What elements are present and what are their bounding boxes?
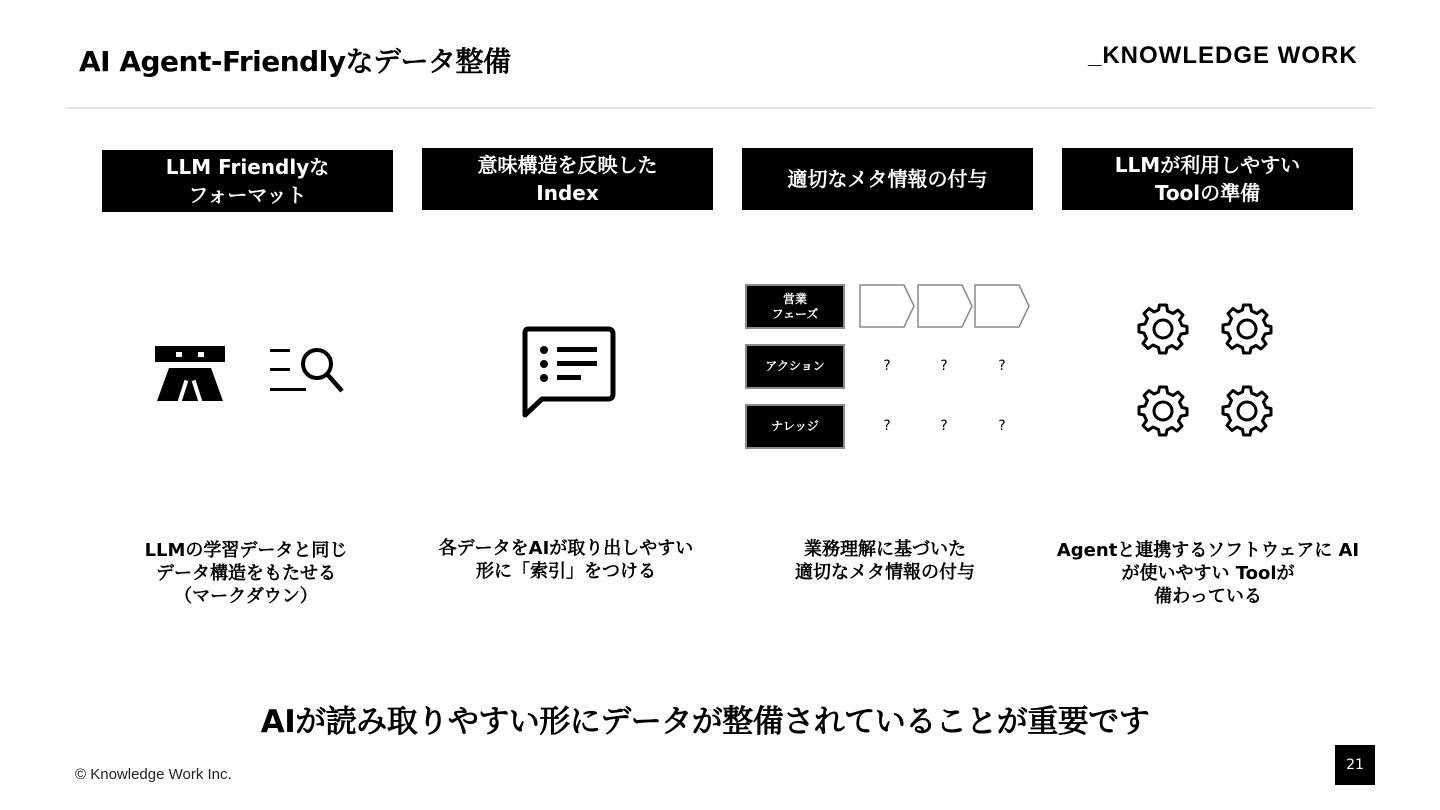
- phase-chevron: [860, 285, 914, 327]
- matrix-cell-question: ?: [940, 418, 948, 434]
- column-description-index: 各データをAIが取り出しやすい 形に「索引」をつける: [438, 538, 694, 582]
- gears-group: [1136, 300, 1276, 440]
- page-number: 21: [1335, 745, 1375, 785]
- phase-chevron: [918, 285, 972, 327]
- gear-icon: [1139, 305, 1187, 353]
- brand-logo: _KNOWLEDGE WORK: [1088, 42, 1358, 69]
- matrix-cell-question: ?: [883, 358, 891, 374]
- gear-icon: [1223, 305, 1271, 353]
- matrix-row-label-action: アクション: [745, 344, 845, 389]
- copyright-text: © Knowledge Work Inc.: [75, 766, 232, 783]
- column-description-metadata: 業務理解に基づいた 適切なメタ情報の付与: [795, 539, 975, 583]
- search-list-icon: [270, 346, 344, 394]
- matrix-row-label-knowledge: ナレッジ: [745, 404, 845, 449]
- phase-arrow-chevrons: [858, 283, 1034, 331]
- gear-icon: [1139, 387, 1187, 435]
- matrix-cell-question: ?: [940, 358, 948, 374]
- gear-icon: [1223, 387, 1271, 435]
- markdown-icon: [155, 346, 225, 402]
- column-description-format: LLMの学習データと同じ データ構造をもたせる （マークダウン）: [144, 540, 348, 607]
- matrix-cell-question: ?: [883, 418, 891, 434]
- phase-chevron: [975, 285, 1029, 327]
- slide-title: AI Agent-Friendlyなデータ整備: [79, 45, 511, 78]
- conclusion-statement: AIが読み取りやすい形にデータが整備されていることが重要です: [260, 704, 1150, 740]
- column-heading-index: 意味構造を反映した Index: [422, 148, 713, 210]
- matrix-cell-question: ?: [998, 358, 1006, 374]
- matrix-row-label-sales-phase: 営業 フェーズ: [745, 284, 845, 329]
- column-heading-format: LLM Friendlyな フォーマット: [102, 150, 393, 212]
- column-heading-tool: LLMが利用しやすい Toolの準備: [1062, 148, 1353, 210]
- column-description-tool: Agentと連携するソフトウェアに AI が使いやすい Toolが 備わっている: [1056, 540, 1360, 607]
- matrix-cell-question: ?: [998, 418, 1006, 434]
- header-divider: [65, 107, 1375, 109]
- speech-list-icon: [520, 326, 616, 418]
- column-heading-metadata: 適切なメタ情報の付与: [742, 148, 1033, 210]
